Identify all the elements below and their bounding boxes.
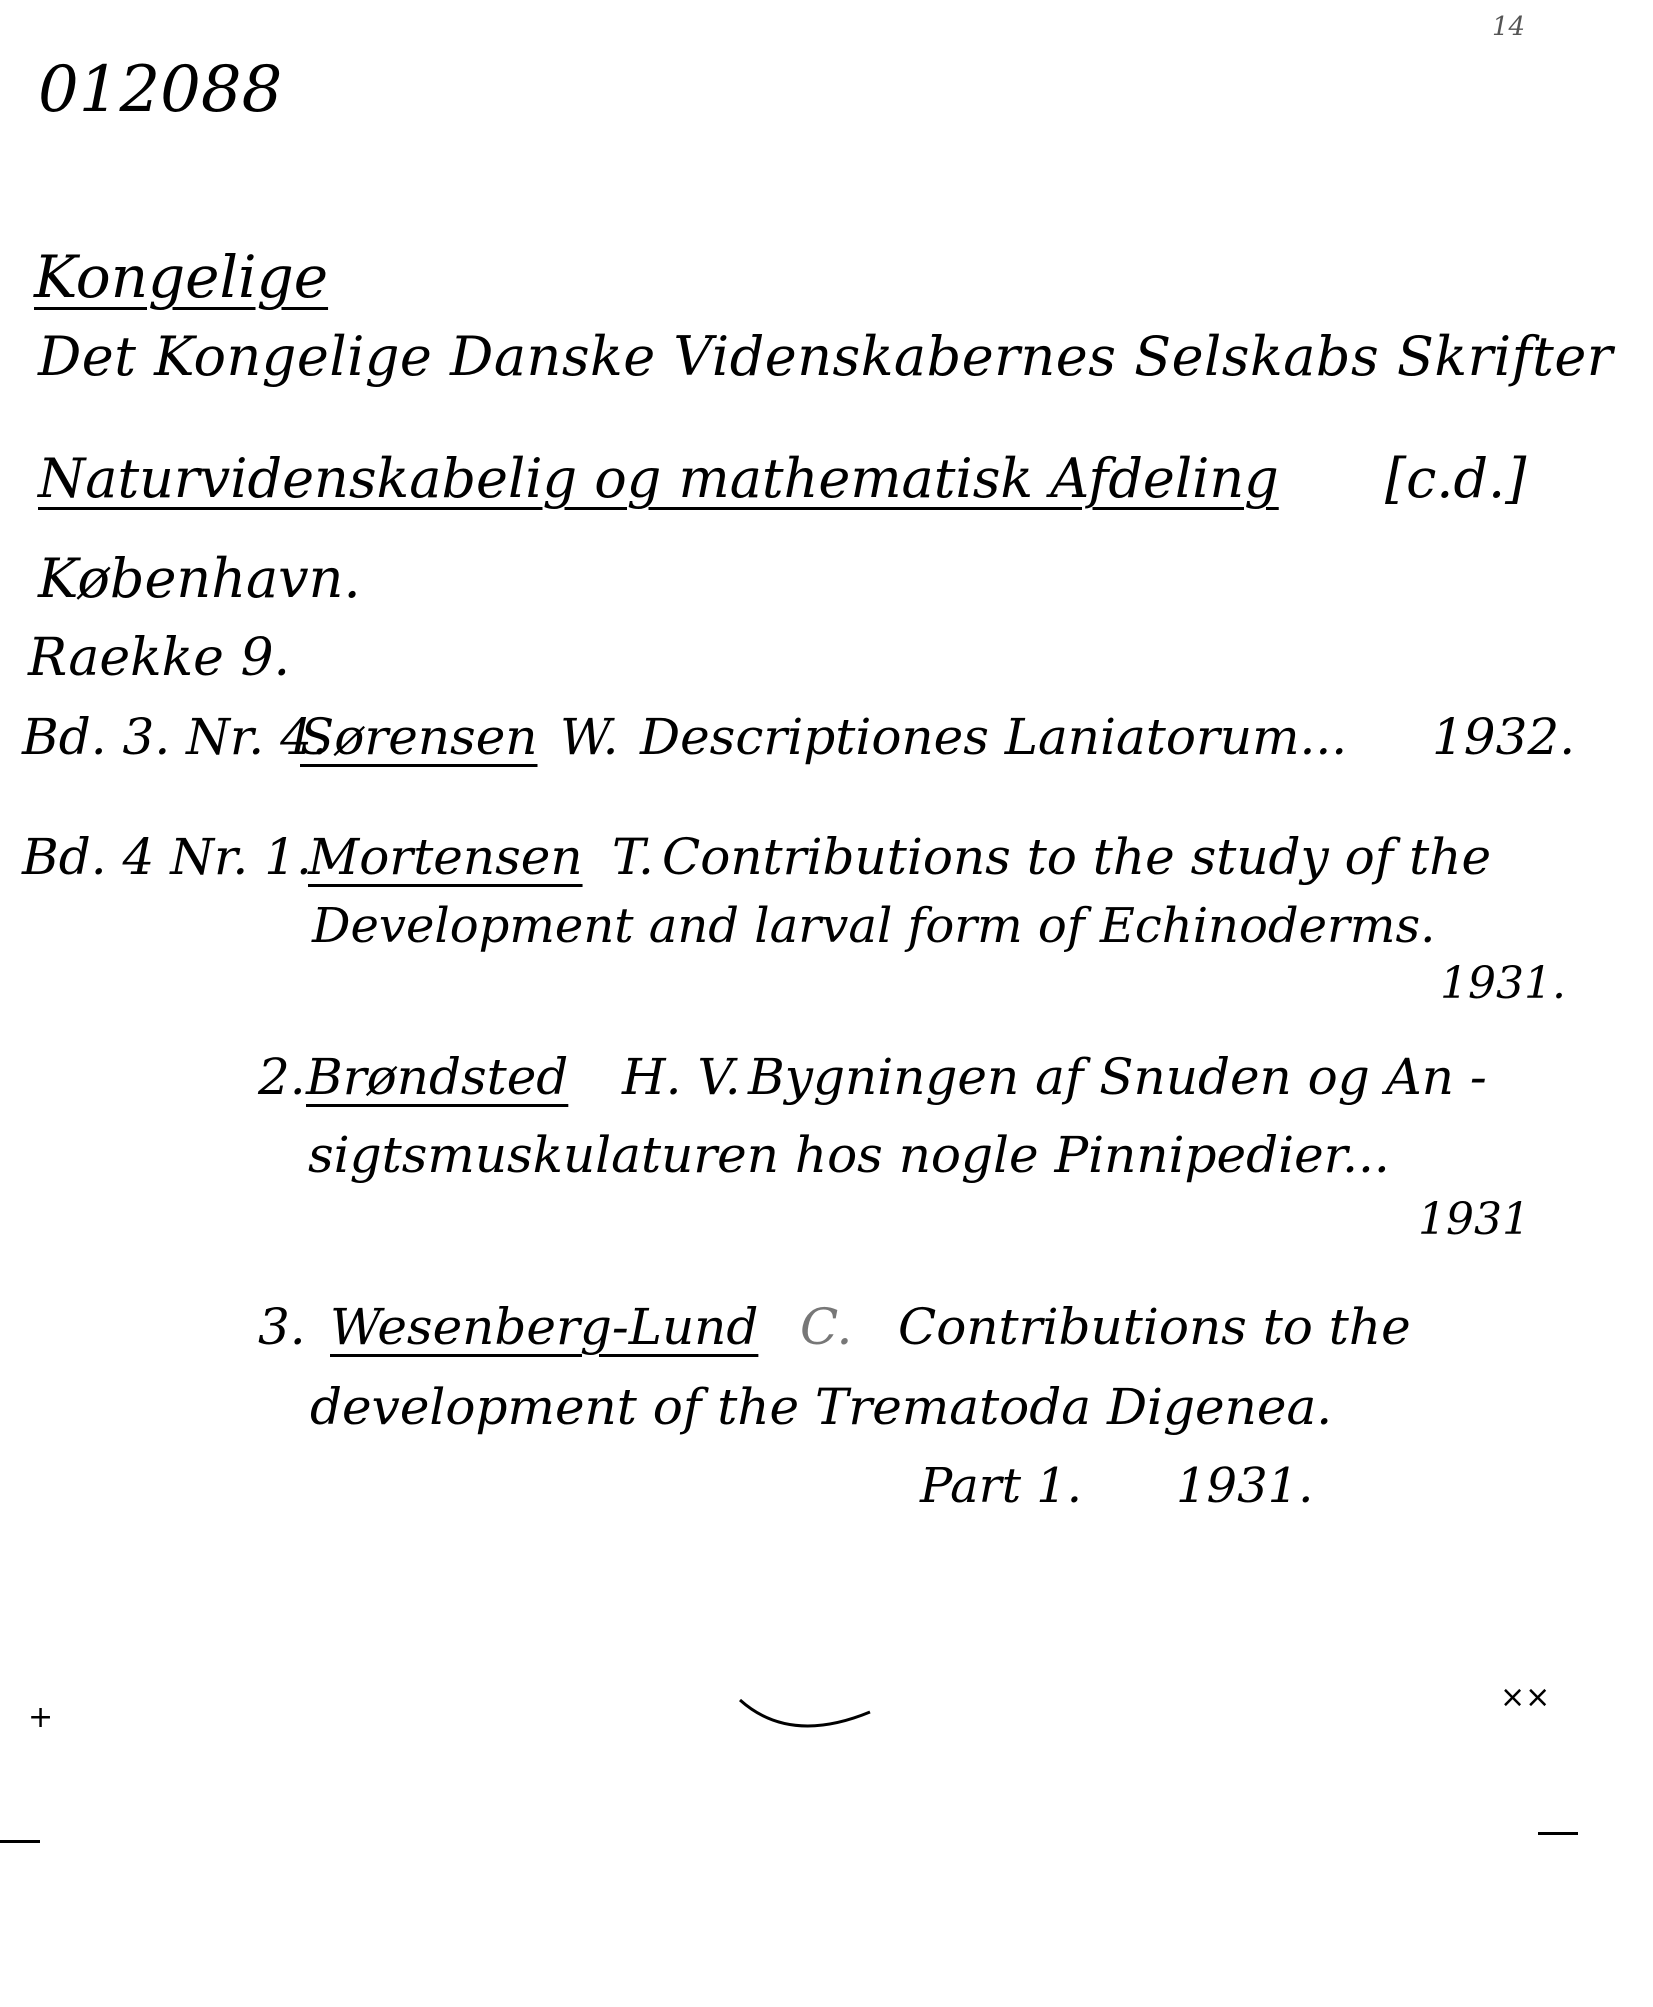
- footer-mark-left: +: [28, 1700, 54, 1735]
- entry-title-line-2: Development and larval form of Echinoderms.: [312, 898, 1436, 954]
- entry-author-initials: H. V.: [622, 1048, 741, 1106]
- entry-ref: 3.: [258, 1298, 306, 1356]
- entry-author: Wesenberg-Lund: [330, 1298, 759, 1356]
- series-row: Raekke 9.: [28, 628, 291, 688]
- entry-author-initials: T.: [612, 828, 654, 886]
- entry-author-initials: W.: [560, 708, 619, 766]
- place: København.: [38, 547, 361, 610]
- entry-author: Brøndsted: [306, 1048, 569, 1106]
- card-punch-arc: [730, 1690, 890, 1750]
- entry-title-line-1: Bygningen af Snuden og An -: [748, 1048, 1487, 1106]
- entry-title-line-2: development of the Trematoda Digenea.: [310, 1378, 1333, 1436]
- entry-year: 1931: [1418, 1194, 1530, 1245]
- corner-mark: 14: [1492, 12, 1526, 42]
- section-title: Naturvidenskabelig og mathematisk Afdeling: [38, 447, 1279, 510]
- entry-year: 1931.: [1440, 958, 1566, 1009]
- catalog-number: 012088: [38, 53, 283, 127]
- entry-author: Mortensen: [308, 828, 583, 886]
- entry-author-initials: C.: [800, 1298, 853, 1356]
- edge-mark-left: [0, 1840, 40, 1843]
- entry-ref: Bd. 4 Nr. 1.: [22, 828, 312, 886]
- footer-mark-right: ××: [1500, 1680, 1551, 1715]
- entry-year: 1931.: [1176, 1458, 1314, 1514]
- entry-title-line-1: Contributions to the: [898, 1298, 1411, 1356]
- entry-year: 1932.: [1432, 708, 1576, 766]
- series-title: Det Kongelige Danske Videnskabernes Selskabs Skrifter: [38, 325, 1614, 388]
- entry-ref: 2.: [258, 1048, 306, 1106]
- struck-heading: Kongelige: [34, 243, 329, 311]
- entry-part: Part 1.: [920, 1458, 1083, 1514]
- entry-title-line-2: sigtsmuskulaturen hos nogle Pinnipedier...: [308, 1126, 1390, 1184]
- entry-author: Sørensen: [300, 708, 538, 766]
- entry-ref: Bd. 3. Nr. 4.: [22, 708, 328, 766]
- entry-title: Descriptiones Laniatorum...: [640, 708, 1348, 766]
- section-suffix: [c.d.]: [1385, 447, 1527, 510]
- edge-mark-right: [1538, 1832, 1578, 1835]
- entry-title-line-1: Contributions to the study of the: [662, 828, 1492, 886]
